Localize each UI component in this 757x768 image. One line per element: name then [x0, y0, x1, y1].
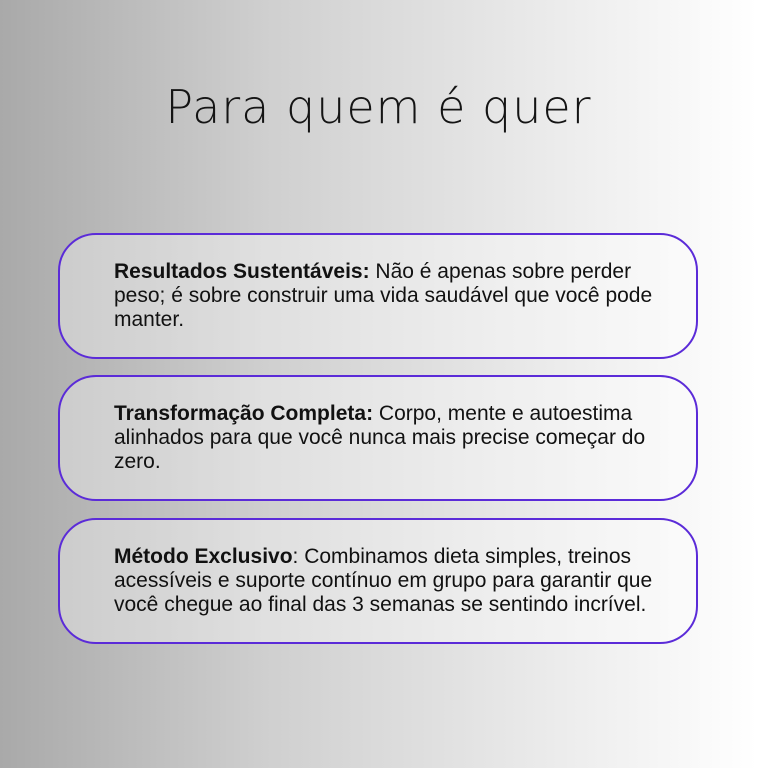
page-title: Para quem é quer — [165, 80, 592, 134]
benefit-card-metodo — [58, 518, 698, 644]
benefit-card-body: Corpo, mente e autoestima alinhados para que você nunca mais precise começar do zero. — [114, 402, 646, 473]
benefit-card-text — [114, 377, 666, 499]
benefit-card-body: : Combinamos dieta simples, treinos acessíveis e suporte contínuo em grupo para garantir que você chegue ao final das 3 semanas se sentindo incrível. — [114, 545, 653, 616]
benefit-card-text — [114, 520, 666, 642]
benefit-card-heading: Transformação Completa: — [114, 402, 374, 425]
benefit-card-heading: Método Exclusivo — [114, 545, 293, 568]
benefit-card-text — [114, 235, 666, 357]
benefit-card-transformacao — [58, 375, 698, 501]
benefit-card-resultados — [58, 233, 698, 359]
benefit-card-body: Não é apenas sobre perder peso; é sobre construir uma vida saudável que você pode manter. — [114, 260, 653, 331]
benefit-card-heading: Resultados Sustentáveis: — [114, 260, 370, 283]
